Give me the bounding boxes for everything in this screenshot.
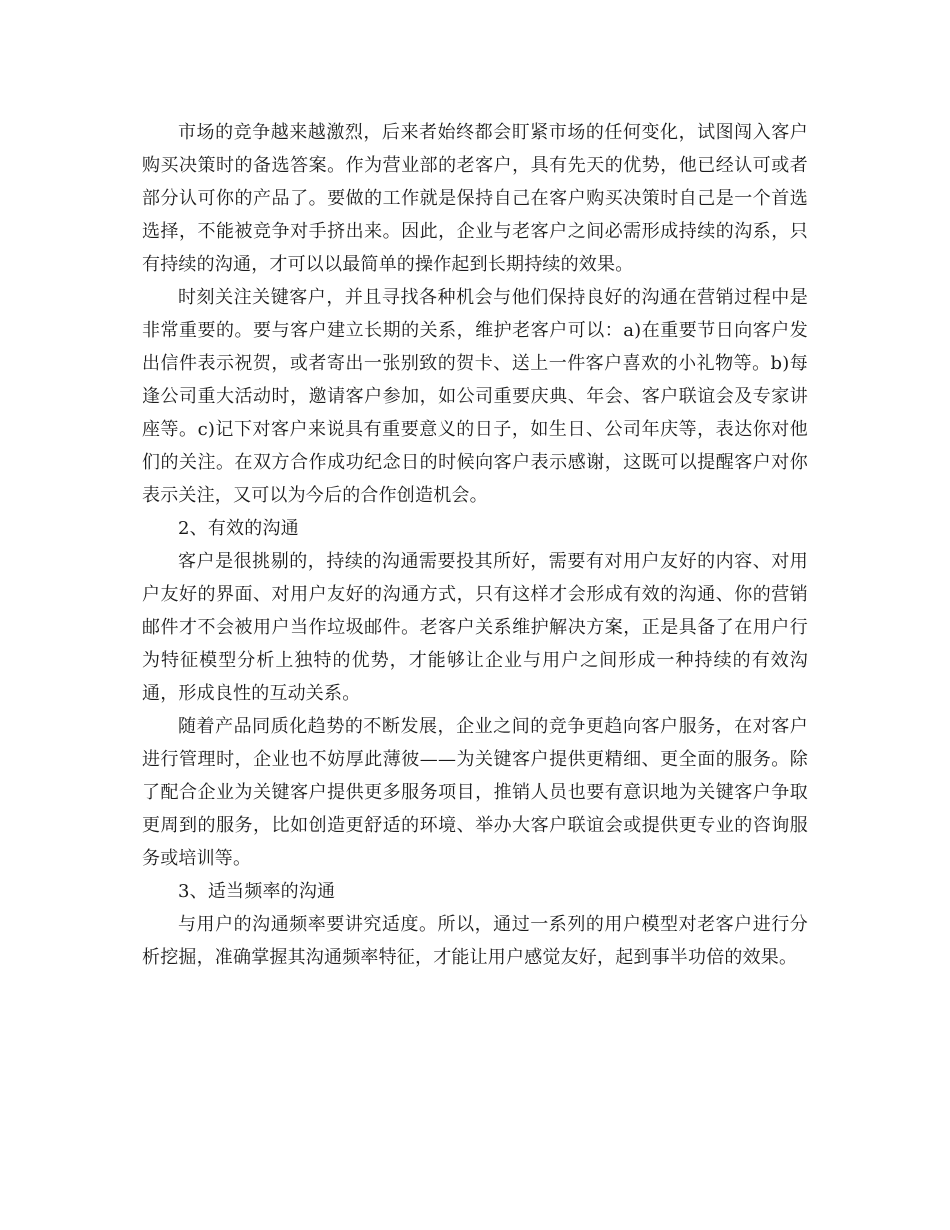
paragraph-key-customers: 时刻关注关键客户，并且寻找各种机会与他们保持良好的沟通在营销过程中是非常重要的。要与客户建立长期的关系，维护老客户可以：a)在重要节日向客户发出信件表示祝贺，或者寄出一张别致的贺卡、送上一件客户喜欢的小礼物等。b)每逢公司重大活动时，邀请客户参加，如公司重要庆典、年会、客户联谊会及专家讲座等。c)记下对客户来说具有重要意义的日子，如生日、公司年庆等，表达你对他们的关注。在双方合作成功纪念日的时候向客户表示感谢，这既可以提醒客户对你表示关注，又可以为今后的合作创造机会。 xyxy=(142,287,808,506)
paragraph-frequency: 与用户的沟通频率要讲究适度。所以，通过一系列的用户模型对老客户进行分析挖掘，准确掌握其沟通频率特征，才能让用户感觉友好，起到事半功倍的效果。 xyxy=(142,914,808,968)
paragraph-competition: 市场的竞争越来越激烈，后来者始终都会盯紧市场的任何变化，试图闯入客户购买决策时的备选答案。作为营业部的老客户，具有先天的优势，他已经认可或者部分认可你的产品了。要做的工作就是保持自己在客户购买决策时自己是一个首选选择，不能被竞争对手挤出来。因此，企业与老客户之间必需形成持续的沟系，只有持续的沟通，才可以以最简单的操作起到长期持续的效果。 xyxy=(142,122,808,275)
document-body xyxy=(142,116,808,974)
paragraph-picky-customers: 客户是很挑剔的，持续的沟通需要投其所好，需要有对用户友好的内容、对用户友好的界面、对用户友好的沟通方式，只有这样才会形成有效的沟通、你的营销邮件才不会被用户当作垃圾邮件。老客户关系维护解决方案，正是具备了在用户行为特征模型分析上独特的优势，才能够让企业与用户之间形成一种持续的有效沟通，形成良性的互动关系。 xyxy=(142,551,808,704)
section-heading-effective-communication: 2、有效的沟通 xyxy=(178,518,299,539)
paragraph-product-homogenization: 随着产品同质化趋势的不断发展，企业之间的竞争更趋向客户服务，在对客户进行管理时，企业也不妨厚此薄彼——为关键客户提供更精细、更全面的服务。除了配合企业为关键客户提供更多服务项目，推销人员也要有意识地为关键客户争取更周到的服务，比如创造更舒适的环境、举办大客户联谊会或提供更专业的咨询服务或培训等。 xyxy=(142,716,808,869)
section-heading-communication-frequency: 3、适当频率的沟通 xyxy=(178,881,336,902)
